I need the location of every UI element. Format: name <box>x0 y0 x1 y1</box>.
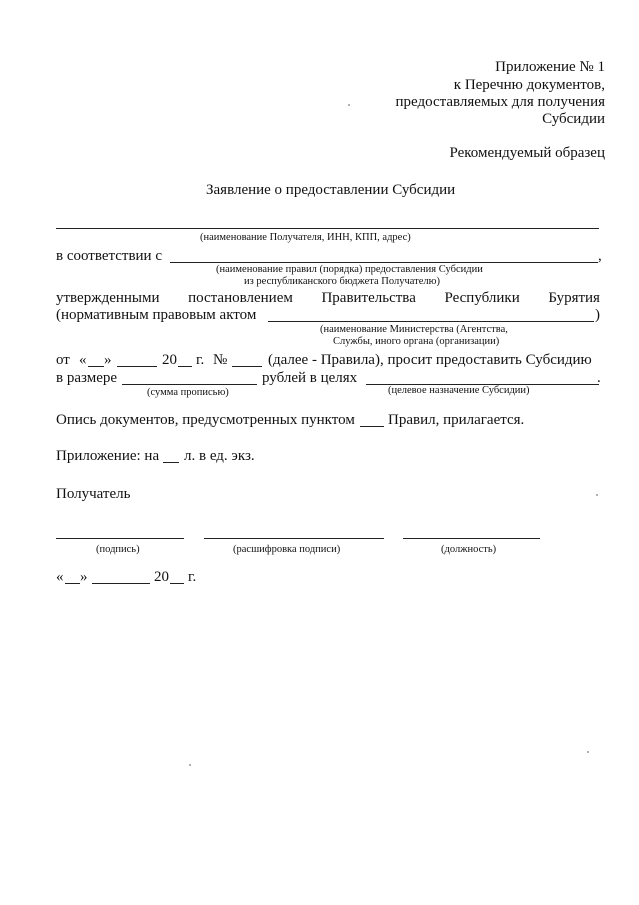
amount-field[interactable] <box>122 384 257 385</box>
purpose-caption: (целевое назначение Субсидии) <box>388 385 530 396</box>
signature-caption: (подпись) <box>96 544 140 555</box>
position-caption: (должность) <box>441 544 497 555</box>
final-close-quote: » <box>80 569 88 585</box>
approved-word: Правительства <box>321 290 416 306</box>
rules-name-line[interactable] <box>170 262 598 263</box>
scan-speck <box>596 494 598 496</box>
final-year-suffix: г. <box>188 569 197 585</box>
final-day-field[interactable] <box>65 583 80 584</box>
in-amount-text: в размере <box>56 370 118 386</box>
final-month-field[interactable] <box>92 583 150 584</box>
date-line-rest: (далее - Правила), просит предоставить Субсидию <box>268 352 592 368</box>
day-field[interactable] <box>88 366 104 367</box>
final-year-field[interactable] <box>170 583 184 584</box>
clause-number-field[interactable] <box>360 426 384 427</box>
recipient-caption: (наименование Получателя, ИНН, КПП, адрес) <box>200 232 411 243</box>
normative-act-text: (нормативным правовым актом <box>56 307 257 323</box>
amount-caption: (сумма прописью) <box>147 387 229 398</box>
approved-word: Республики <box>444 290 520 306</box>
appendix-line-4: Субсидии <box>542 111 605 127</box>
decoding-caption: (расшифровка подписи) <box>233 544 341 555</box>
year-prefix: 20 <box>162 352 177 368</box>
signature-line[interactable] <box>56 538 184 539</box>
ministry-caption-line-1: (наименование Министерства (Агентства, <box>320 324 508 335</box>
period-mark: . <box>597 370 601 386</box>
scan-speck <box>348 104 350 106</box>
sheets-count-field[interactable] <box>163 462 179 463</box>
inventory-text-a: Опись документов, предусмотренных пунктом <box>56 412 355 428</box>
ministry-caption-line-2: Службы, иного органа (организации) <box>333 336 500 347</box>
final-year-prefix: 20 <box>154 569 169 585</box>
scan-speck <box>587 751 589 753</box>
decoding-line[interactable] <box>204 538 384 539</box>
attachment-text-a: Приложение: на <box>56 448 160 464</box>
closing-paren: ) <box>595 307 600 323</box>
from-text: от <box>56 352 70 368</box>
approved-line <box>56 291 600 306</box>
rules-caption-line-1: (наименование правил (порядка) предоставления Субсидии <box>216 264 483 275</box>
year-field[interactable] <box>178 366 192 367</box>
appendix-line-2: к Перечню документов, <box>453 77 605 93</box>
page-title: Заявление о предоставлении Субсидии <box>206 182 456 198</box>
recipient-label: Получатель <box>56 486 131 502</box>
approved-word: постановлением <box>188 290 293 306</box>
number-field[interactable] <box>232 366 262 367</box>
year-suffix: г. <box>196 352 205 368</box>
normative-act-line[interactable] <box>268 321 594 322</box>
open-quote: « <box>79 352 87 368</box>
rubles-for-text: рублей в целях <box>262 370 358 386</box>
scan-speck <box>189 764 191 766</box>
appendix-number: Приложение № 1 <box>495 59 605 75</box>
accordance-text: в соответствии с <box>56 248 162 264</box>
close-quote: » <box>104 352 112 368</box>
month-field[interactable] <box>117 366 157 367</box>
inventory-text-b: Правил, прилагается. <box>388 412 525 428</box>
approved-word: утвержденными <box>56 290 160 306</box>
approved-word: Бурятия <box>548 290 600 306</box>
recipient-name-line[interactable] <box>56 228 599 229</box>
final-open-quote: « <box>56 569 64 585</box>
rules-caption-line-2: из республиканского бюджета Получателю) <box>244 276 440 287</box>
number-sign: № <box>213 352 228 368</box>
sample-label: Рекомендуемый образец <box>449 145 605 161</box>
attachment-text-b: л. в ед. экз. <box>184 448 255 464</box>
appendix-line-3: предоставляемых для получения <box>395 94 605 110</box>
comma-mark: , <box>598 248 602 264</box>
position-line[interactable] <box>403 538 540 539</box>
